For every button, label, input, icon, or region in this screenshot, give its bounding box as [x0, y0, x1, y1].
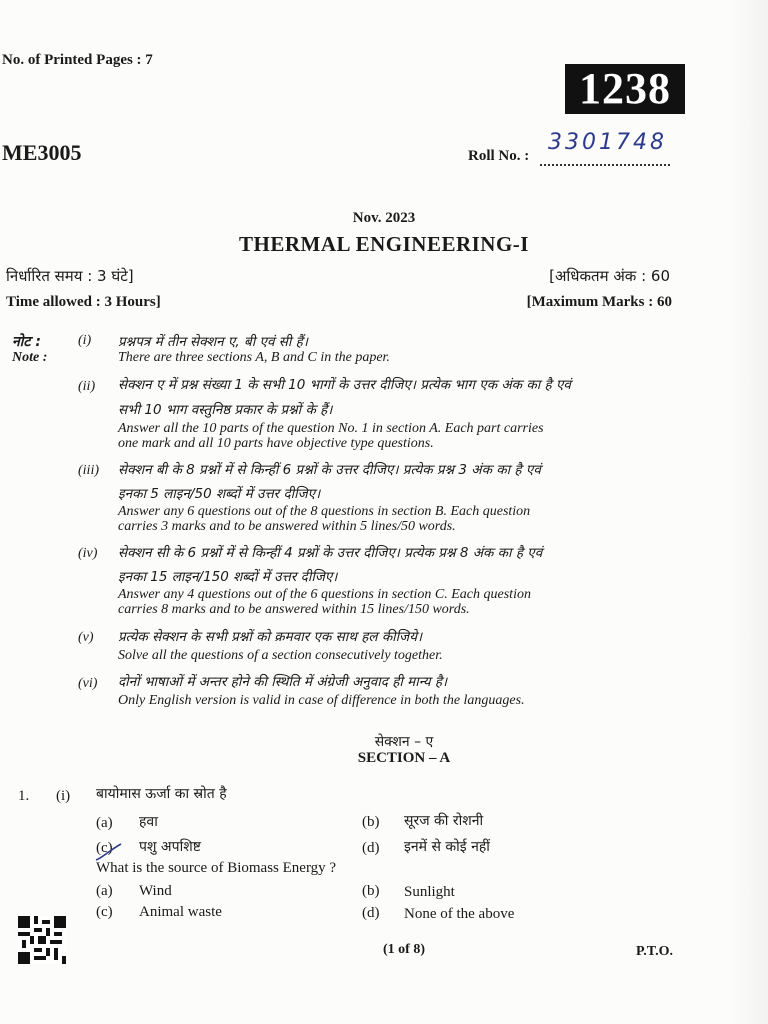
note-item-hindi: सेक्शन ए में प्रश्न संख्या 1 के सभी 10 भागों के उत्तर दीजिए। प्रत्येक भाग एक अंक का है एवं — [118, 377, 571, 393]
max-marks-hindi: [अधिकतम अंक : 60 — [549, 267, 670, 285]
option-label: (b) — [362, 814, 380, 830]
page-number: (1 of 8) — [383, 942, 425, 957]
note-item-number: (vi) — [78, 676, 98, 691]
note-item-english: Answer any 6 questions out of the 8 questions in section B. Each question — [118, 504, 531, 519]
option-text-hindi: पशु अपशिष्ट — [139, 839, 201, 855]
question-number: 1. — [18, 788, 30, 804]
paper-number-badge: 1238 — [565, 64, 685, 114]
roll-number-handwritten: 3301748 — [548, 130, 667, 155]
time-allowed-hindi: निर्धारित समय : 3 घंटे] — [6, 267, 134, 285]
option-label: (d) — [362, 840, 380, 856]
note-label-hindi: नोट : — [12, 334, 41, 350]
note-item-english: There are three sections A, B and C in the paper. — [118, 350, 390, 365]
note-item-number: (iii) — [78, 463, 99, 478]
option-text-hindi: इनमें से कोई नहीं — [404, 839, 490, 855]
option-label: (b) — [362, 883, 380, 899]
option-text-english: Sunlight — [404, 884, 455, 900]
max-marks-english: [Maximum Marks : 60 — [526, 294, 672, 310]
note-item-hindi: सेक्शन बी के 8 प्रश्नों में से किन्हीं 6 प्रश्नों के उत्तर दीजिए। प्रत्येक प्रश्न 3 अंक का है एवं — [118, 462, 541, 478]
page-edge-shadow — [728, 0, 768, 1024]
option-text-hindi: हवा — [139, 814, 158, 830]
exam-session: Nov. 2023 — [352, 210, 416, 226]
time-allowed-english: Time allowed : 3 Hours] — [6, 294, 161, 310]
question-text-hindi: बायोमास ऊर्जा का स्रोत है — [96, 786, 227, 802]
note-item-english: Answer all the 10 parts of the question No. 1 in section A. Each part carries — [118, 421, 544, 436]
note-label-english: Note : — [12, 350, 48, 365]
question-text-english: What is the source of Biomass Energy ? — [96, 860, 337, 876]
note-item-english: Only English version is valid in case of difference in both the languages. — [118, 693, 525, 708]
note-item-hindi: इनका 5 लाइन/50 शब्दों में उत्तर दीजिए। — [118, 486, 321, 502]
option-text-english: None of the above — [404, 906, 515, 922]
note-item-hindi: प्रश्नपत्र में तीन सेक्शन ए, बी एवं सी हैं। — [118, 334, 308, 350]
note-item-hindi: सभी 10 भाग वस्तुनिष्ठ प्रकार के प्रश्नों के हैं। — [118, 402, 333, 418]
note-item-number: (ii) — [78, 379, 96, 394]
note-item-english: carries 3 marks and to be answered within 5 lines/50 words. — [118, 519, 456, 534]
note-item-number: (iv) — [78, 546, 98, 561]
paper-title: THERMAL ENGINEERING-I — [239, 232, 529, 256]
option-text-english: Animal waste — [139, 904, 222, 920]
option-label: (c) — [96, 840, 113, 856]
note-item-english: one mark and all 10 parts have objective type questions. — [118, 436, 434, 451]
note-item-english: Answer any 4 questions out of the 6 questions in section C. Each question — [118, 587, 531, 602]
note-item-number: (i) — [78, 333, 92, 348]
roll-number-label: Roll No. : — [468, 148, 530, 164]
please-turn-over: P.T.O. — [636, 944, 673, 959]
option-label: (a) — [96, 815, 113, 831]
option-text-english: Wind — [139, 883, 172, 899]
printed-pages-label: No. of Printed Pages : 7 — [2, 52, 153, 68]
section-heading-hindi: सेक्शन – ए — [374, 734, 434, 750]
option-label: (c) — [96, 904, 113, 920]
note-item-hindi: दोनों भाषाओं में अन्तर होने की स्थिति में अंग्रेजी अनुवाद ही मान्य है। — [118, 674, 448, 690]
section-heading-english: SECTION – A — [357, 750, 451, 766]
option-label: (d) — [362, 905, 380, 921]
course-code: ME3005 — [2, 140, 82, 165]
option-label: (a) — [96, 883, 113, 899]
note-item-hindi: प्रत्येक सेक्शन के सभी प्रश्नों को क्रमवार एक साथ हल कीजिये। — [118, 629, 423, 645]
option-text-hindi: सूरज की रोशनी — [404, 813, 484, 829]
note-item-english: carries 8 marks and to be answered within 15 lines/150 words. — [118, 602, 470, 617]
question-part: (i) — [56, 788, 71, 804]
note-item-number: (v) — [78, 630, 94, 645]
note-item-english: Solve all the questions of a section consecutively together. — [118, 648, 443, 663]
roll-number-dotted-line — [540, 164, 670, 166]
note-item-hindi: इनका 15 लाइन/150 शब्दों में उत्तर दीजिए। — [118, 569, 338, 585]
note-item-hindi: सेक्शन सी के 6 प्रश्नों में से किन्हीं 4 प्रश्नों के उत्तर दीजिए। प्रत्येक प्रश्न 8 अंक का है एवं — [118, 545, 543, 561]
